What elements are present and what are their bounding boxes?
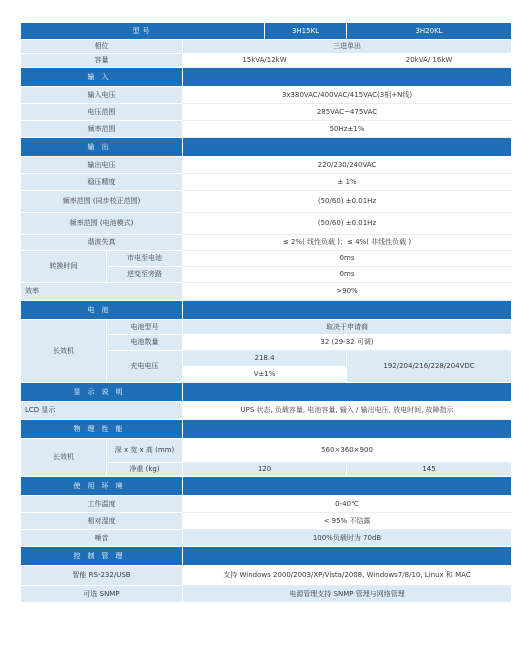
efficiency-value: >90% [183,283,512,301]
freq-battery-row [21,213,512,235]
noise-row [21,530,512,547]
thd-row [21,235,512,251]
battery-section-title: 电池 [21,301,183,320]
output-section-title: 输出 [21,138,183,157]
input-section-header [21,68,512,87]
humidity-value: < 95% 不结露 [183,513,512,530]
battery-type-row [21,320,512,335]
lcd-row [21,402,512,420]
phase-label: 相位 [21,40,183,54]
physical-section-title: 物理性能 [21,420,183,439]
freq-range-label: 频率范围 [21,121,183,138]
lcd-label: LCD 显示 [21,402,183,420]
battery-group-label: 长效机 [21,320,107,383]
capacity-label: 容量 [21,54,183,68]
transfer-bypass-label: 逆变至旁路 [107,267,183,283]
battery-type-value: 取决于申请商 [183,320,512,335]
regulation-label: 稳压精度 [21,174,183,191]
temperature-value: 0-40℃ [183,496,512,513]
battery-type-label: 电池型号 [107,320,183,335]
transfer-bypass-value: 0ms [183,267,512,283]
phase-row [21,40,512,54]
temperature-label: 工作温度 [21,496,183,513]
input-voltage-label: 输入电压 [21,87,183,104]
environment-section-title: 使用环境 [21,477,183,496]
freq-range-row [21,121,512,138]
efficiency-row [21,283,512,301]
thd-value: ≤ 2%( 线性负载 )；≤ 4%( 非线性负载 ) [183,235,512,251]
thd-label: 谐波失真 [21,235,183,251]
physical-section-header [21,420,512,439]
output-section-header [21,138,512,157]
input-voltage-value: 3x380VAC/400VAC/415VAC(3相+N线) [183,87,512,104]
weight-3h15kl: 120 [183,463,347,477]
regulation-row [21,174,512,191]
battery-section-header [21,301,512,320]
charge-voltage-value-1: 218.4 [183,351,347,367]
rs232-value: 支持 Windows 2000/2003/XP/Vista/2008, Windows7/8/10, Linux 和 MAC [183,566,512,586]
dimensions-value: 560×360×900 [183,439,512,463]
humidity-row [21,513,512,530]
display-section-title: 显示说明 [21,383,183,402]
output-voltage-label: 输出电压 [21,157,183,174]
noise-value: 100%负载时为 70dB [183,530,512,547]
transfer-time-label: 转换时间 [21,251,107,283]
humidity-label: 相对湿度 [21,513,183,530]
snmp-label: 可选 SNMP [21,586,183,603]
model-header-row [21,23,512,40]
weight-3h20kl: 145 [347,463,512,477]
freq-sync-row [21,191,512,213]
input-voltage-row [21,87,512,104]
regulation-value: ± 1% [183,174,512,191]
voltage-range-row [21,104,512,121]
voltage-range-label: 电压范围 [21,104,183,121]
charge-voltage-value-3: 192/204/216/228/204VDC [347,351,512,383]
display-section-header [21,383,512,402]
snmp-value: 电源管理支持 SNMP 管理与网络管理 [183,586,512,603]
control-section-header [21,547,512,566]
capacity-3h15kl: 15kVA/12kW [183,54,347,68]
freq-sync-label: 频率范围 (同步校正范围) [21,191,183,213]
model-3h15kl: 3H15KL [265,23,347,40]
transfer-mains-value: 0ms [183,251,512,267]
charge-voltage-label: 充电电压 [107,351,183,383]
spec-table [20,22,512,603]
control-section-title: 控制管理 [21,547,183,566]
temperature-row [21,496,512,513]
phase-value: 三进单出 [183,40,512,54]
model-3h20kl: 3H20KL [347,23,512,40]
battery-count-label: 电池数量 [107,335,183,351]
lcd-value: UPS 状态, 负载容量, 电池容量, 输入 / 输出电压, 放电时间, 故障指示 [183,402,512,420]
dimensions-row [21,439,512,463]
voltage-range-value: 285VAC~475VAC [183,104,512,121]
noise-label: 噪音 [21,530,183,547]
environment-section-header [21,477,512,496]
freq-battery-value: (50/60) ±0.01Hz [183,213,512,235]
output-voltage-row [21,157,512,174]
model-title: 型号 [21,23,265,40]
transfer-mains-row [21,251,512,267]
charge-voltage-value-2: V±1% [183,367,347,383]
capacity-row [21,54,512,68]
weight-label: 净重 (kg) [107,463,183,477]
freq-range-value: 50Hz±1% [183,121,512,138]
freq-sync-value: (50/60) ±0.01Hz [183,191,512,213]
rs232-row [21,566,512,586]
transfer-mains-label: 市电至电池 [107,251,183,267]
snmp-row [21,586,512,603]
battery-count-value: 32 (29-32 可调) [183,335,512,351]
freq-battery-label: 频率范围 (电池模式) [21,213,183,235]
rs232-label: 智能 RS-232/USB [21,566,183,586]
efficiency-label: 效率 [21,283,183,301]
physical-group-label: 长效机 [21,439,107,477]
output-voltage-value: 220/230/240VAC [183,157,512,174]
capacity-3h20kl: 20kVA/ 16kW [347,54,512,68]
dimensions-label: 深 x 宽 x 高 (mm) [107,439,183,463]
input-section-title: 输入 [21,68,183,87]
